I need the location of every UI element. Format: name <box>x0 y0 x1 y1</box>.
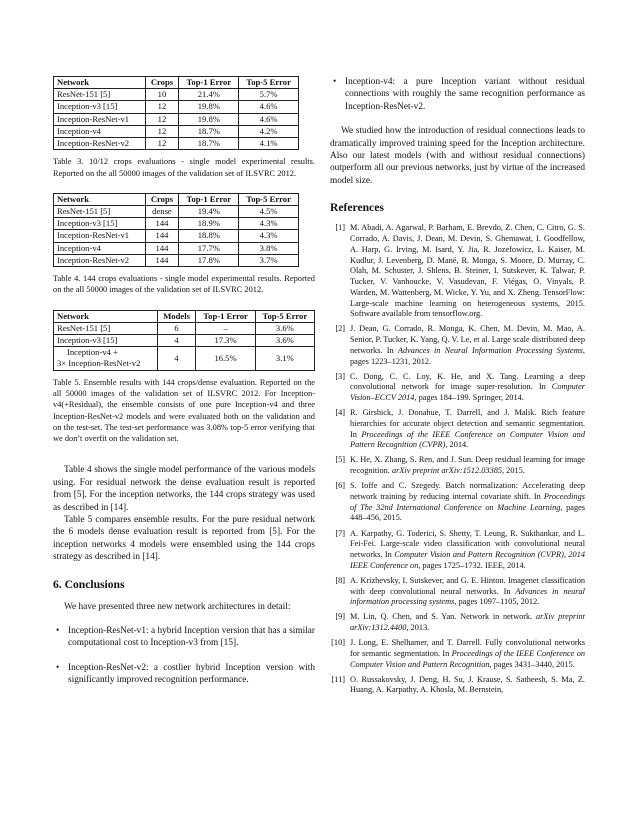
bullet-icon: • <box>56 626 60 637</box>
reference-number: [10] <box>331 638 345 648</box>
table-row <box>54 242 299 254</box>
cell-top5: 4.5% <box>239 206 299 218</box>
reference-item <box>330 638 585 670</box>
cell-top1: 17.3% <box>196 335 255 347</box>
table-row <box>54 230 299 242</box>
reference-item <box>330 324 585 367</box>
table-row <box>54 206 299 218</box>
reference-item <box>330 576 585 608</box>
table-row <box>54 125 299 137</box>
cell-network: ResNet-151 [5] <box>54 206 146 218</box>
table-row <box>54 218 299 230</box>
bullet-icon: • <box>333 77 337 87</box>
cell-top1: 17.7% <box>179 242 239 254</box>
cell-crops: 144 <box>145 230 179 242</box>
reference-number: [7] <box>335 528 345 538</box>
reference-text: A. Krizhevsky, I. Sutskever, and G. E. Hinton. Imagenet classification with deep convolutional neural networks. In <box>350 575 585 596</box>
body-paragraph: Table 5 compares ensemble results. For the pure residual network the 6 models dense evaluation result is reported from [5]. For the inception networks 4 models were ensembled using the 144 crops strategy as described in [14]. <box>53 515 315 563</box>
reference-number: [2] <box>335 324 345 334</box>
cell-network: Inception-v3 [15] <box>54 101 146 113</box>
conclusions-intro: We have presented three new network architectures in detail: <box>64 601 291 612</box>
reference-venue: Proceedings of the IEEE Conference on Computer Vision and Pattern Recognition <box>350 648 586 669</box>
cell-network: Inception-ResNet-v2 <box>54 138 146 150</box>
table-row <box>54 101 299 113</box>
cell-crops: 144 <box>145 254 179 266</box>
table-header-row <box>54 77 299 89</box>
cell-crops: 144 <box>145 242 179 254</box>
left-column <box>53 76 315 687</box>
cell-top5: 5.7% <box>239 89 299 101</box>
reference-venue: Computer Vision–ECCV 2014 <box>350 382 585 403</box>
cell-top1: 19.8% <box>179 113 239 125</box>
table-5 <box>53 310 315 371</box>
table-4-caption: Table 4. 144 crops evaluations - single model experimental results. Reported on the all 50000 images of the validation set of ILSVRC 2012. <box>53 274 315 295</box>
reference-text: J. Dean, G. Corrado, R. Monga, K. Chen, M. Devin, M. Mao, A. Senior, P. Tucker, K. Yang, Q. V. Le, et al. Large scale distributed deep networks. In <box>350 324 585 355</box>
cell-network: Inception-v4 <box>54 125 146 137</box>
cell-network: Inception-v3 [15] <box>54 335 158 347</box>
cell-top5: 4.1% <box>239 138 299 150</box>
reference-tail: , 2015. <box>502 466 525 476</box>
reference-text: C. Dong, C. C. Loy, K. He, and X. Tang. Learning a deep convolutional network for image super-resolution. In <box>350 371 585 392</box>
table-header-row <box>54 310 315 322</box>
cell-top5: 4.6% <box>239 101 299 113</box>
cell-network: Inception-ResNet-v1 <box>54 230 146 242</box>
reference-number: [11] <box>331 674 345 684</box>
reference-item <box>330 408 585 451</box>
table-row <box>54 89 299 101</box>
list-item-text: Inception-v4: a pure Inception variant without residual connections with roughly the same recognition performance as Inception-ResNet-v2. <box>345 77 585 112</box>
conclusions-closing: We studied how the introduction of residual connections leads to dramatically improved training speed for the Inception architecture. Also our latest models (with and without residual connections) outperform all our previous networks, just by virtue of the increased model size. <box>330 126 585 186</box>
cell-models: 4 <box>157 335 196 347</box>
table-row-ensemble <box>54 347 315 370</box>
table-row <box>54 335 315 347</box>
bullet-icon: • <box>56 662 60 673</box>
conclusions-list-continued <box>330 76 585 113</box>
reference-number: [3] <box>335 371 345 381</box>
cell-top1: 19.8% <box>179 101 239 113</box>
cell-network-ensemble <box>54 347 158 370</box>
cell-network: Inception-ResNet-v1 <box>54 113 146 125</box>
cell-network: Inception-v4 <box>54 242 146 254</box>
reference-venue: arXiv preprint arXiv:1312.4400 <box>350 612 585 633</box>
table-header-row <box>54 193 299 205</box>
cell-network: Inception-v3 [15] <box>54 218 146 230</box>
header-top5: Top-5 Error <box>239 193 299 205</box>
reference-tail: , 2013. <box>406 623 430 633</box>
reference-tail: , pages 448–456, 2015. <box>350 502 586 523</box>
cell-top5: 3.1% <box>255 347 314 370</box>
reference-item <box>330 529 585 572</box>
cell-top5: 4.6% <box>239 113 299 125</box>
cell-top5: 3.6% <box>255 335 314 347</box>
reference-tail: , pages 1097–1105, 2012. <box>454 597 540 607</box>
reference-number: [4] <box>335 408 345 418</box>
header-top1: Top-1 Error <box>179 77 239 89</box>
reference-number: [5] <box>335 455 345 465</box>
reference-number: [1] <box>335 223 345 233</box>
reference-venue: Advances in Neural Information Processing Systems <box>397 345 583 355</box>
cell-top1: 18.8% <box>179 230 239 242</box>
table-row <box>54 113 299 125</box>
reference-tail: , pages 3431–3440, 2015. <box>489 659 575 669</box>
cell-crops: 12 <box>145 138 179 150</box>
cell-top1: 21.4% <box>179 89 239 101</box>
cell-crops: 12 <box>145 125 179 137</box>
header-top5: Top-5 Error <box>255 310 314 322</box>
header-network: Network <box>54 77 146 89</box>
header-network: Network <box>54 310 158 322</box>
table-row <box>54 322 315 334</box>
table-row <box>54 138 299 150</box>
reference-text: R. Girshick, J. Donahue, T. Darrell, and J. Malik. Rich feature hierarchies for accurate object detection and semantic segmentation. In <box>350 408 585 439</box>
cell-top1: 18.9% <box>179 218 239 230</box>
cell-top1: 19.4% <box>179 206 239 218</box>
reference-item <box>330 481 585 524</box>
cell-models: 6 <box>157 322 196 334</box>
header-top1: Top-1 Error <box>196 310 255 322</box>
reference-tail: , pages 1725–1732. IEEE, 2014. <box>418 560 526 570</box>
cell-top1: 18.7% <box>179 138 239 150</box>
reference-number: [8] <box>335 575 345 585</box>
conclusions-list <box>53 625 315 687</box>
cell-top1: 18.7% <box>179 125 239 137</box>
header-top1: Top-1 Error <box>179 193 239 205</box>
header-crops: Crops <box>145 77 179 89</box>
reference-item <box>330 675 585 697</box>
reference-venue: Proceedings of The 32nd International Conference on Machine Learning <box>350 491 585 512</box>
cell-crops: 12 <box>145 101 179 113</box>
references-list <box>330 223 585 696</box>
reference-text: S. Ioffe and C. Szegedy. Batch normalization: Accelerating deep network training by reducing internal covariate shift. In <box>350 481 585 501</box>
cell-top5: 4.2% <box>239 125 299 137</box>
cell-top5: 3.8% <box>239 242 299 254</box>
reference-item <box>330 612 585 634</box>
reference-number: [6] <box>335 481 345 491</box>
cell-top1: 17.8% <box>179 254 239 266</box>
cell-network: ResNet-151 [5] <box>54 322 158 334</box>
cell-models: 4 <box>157 347 196 370</box>
reference-tail: , 2014. <box>445 440 469 450</box>
list-item <box>53 662 315 687</box>
reference-item <box>330 223 585 320</box>
reference-text: J. Long, E. Shelhamer, and T. Darrell. Fully convolutional networks for semantic segmentation. In <box>350 638 585 658</box>
cell-top1: – <box>196 322 255 334</box>
cell-crops: 10 <box>145 89 179 101</box>
list-item-text: Inception-ResNet-v2: a costlier hybrid Inception version with significantly improved recognition performance. <box>68 662 315 686</box>
reference-item <box>330 372 585 404</box>
right-column <box>330 76 585 701</box>
header-models: Models <box>157 310 196 322</box>
list-item <box>53 625 315 650</box>
reference-item <box>330 455 585 477</box>
cell-crops: dense <box>145 206 179 218</box>
table-5-caption: Table 5. Ensemble results with 144 crops/dense evaluation. Reported on the all 50000 images of the validation set of ILSVRC 2012. For Inception-v4(+Residual), the ensemble consists of one pure Inception-v4 and three Inception-ResNet-v2 models and were evaluated both on the validation and on the test-set. The test-set performance was 3.08% top-5 error verifying that we don’t overfit on the validation set. <box>53 377 315 444</box>
header-top5: Top-5 Error <box>239 77 299 89</box>
header-crops: Crops <box>145 193 179 205</box>
reference-venue: Proceedings of the IEEE Conference on Computer Vision and Pattern Recognition (CVPR) <box>350 429 585 450</box>
cell-crops: 12 <box>145 113 179 125</box>
reference-venue: Computer Vision and Pattern Recognition (CVPR), 2014 IEEE Conference on <box>350 550 585 570</box>
reference-text: K. He, X. Zhang, S. Ren, and J. Sun. Deep residual learning for image recognition. <box>350 455 585 476</box>
reference-number: [9] <box>335 612 345 622</box>
reference-text: M. Abadi, A. Agarwal, P. Barham, E. Brevdo, Z. Chen, C. Citro, G. S. Corrado, A. Davis, J. Dean, M. Devin, S. Ghemawat, I. Goodfellow, A. Harp, G. Irving, M. Isard, Y. Jia, R. Jozefowicz, L. Kaiser, M. Kudlur, J. Levenberg, D. Mané, R. Monga, S. Moore, D. Murray, C. Olah, M. Schuster, J. Shlens, B. Steiner, I. Sutskever, K. Talwar, P. Tucker, V. Vanhoucke, V. Vasudevan, F. Viégas, O. Vinyals, P. Warden, M. Wattenberg, M. Wicke, Y. Yu, and X. Zheng. TensorFlow: Large-scale machine learning on heterogeneous systems, 2015. Software available from tensorflow.org. <box>350 223 585 319</box>
cell-network: Inception-ResNet-v2 <box>54 254 146 266</box>
cell-top1: 16.5% <box>196 347 255 370</box>
cell-network: ResNet-151 [5] <box>54 89 146 101</box>
table-3 <box>53 76 299 150</box>
list-item <box>330 76 585 113</box>
reference-tail: , pages 1223–1231, 2012. <box>350 345 585 366</box>
cell-top5: 4.3% <box>239 230 299 242</box>
reference-tail: , pages 184–199. Springer, 2014. <box>414 393 524 403</box>
cell-top5: 3.6% <box>255 322 314 334</box>
ensemble-line-1: Inception-v4 + <box>67 347 118 358</box>
reference-venue: arXiv preprint arXiv:1512.03385 <box>391 466 503 476</box>
ensemble-line-2: 3× Inception-ResNet-v2 <box>57 358 141 369</box>
body-paragraph: Table 4 shows the single model performance of the various models using. For residual network the dense evaluation result is reported from [5]. For the inception networks, the 144 crops strategy was used as described in [14]. <box>53 465 315 513</box>
header-network: Network <box>54 193 146 205</box>
reference-text: O. Russakovsky, J. Deng, H. Su, J. Krause, S. Satheesh, S. Ma, Z. Huang, A. Karpathy, A. Khosla, M. Bernstein, <box>350 674 585 695</box>
table-row <box>54 254 299 266</box>
reference-venue: Advances in neural information processing systems <box>350 586 585 607</box>
cell-top5: 4.3% <box>239 218 299 230</box>
reference-text: M. Lin, Q. Chen, and S. Yan. Network in network. <box>350 612 536 622</box>
table-4 <box>53 193 299 267</box>
list-item-text: Inception-ResNet-v1: a hybrid Inception version that has a similar computational cost to Inception-v3 from [15]. <box>68 626 315 649</box>
conclusions-heading: 6. Conclusions <box>53 577 125 591</box>
cell-crops: 144 <box>145 218 179 230</box>
table-3-caption: Table 3. 10/12 crops evaluations - single model experimental results. Reported on the all 50000 images of the validation set of ILSVRC 2012. <box>53 157 315 178</box>
references-heading: References <box>330 201 384 215</box>
reference-text: A. Karpathy, G. Toderici, S. Shetty, T. Leung, R. Sukthankar, and L. Fei-Fei. Large-scale video classification with convolutional neural networks. In <box>350 528 585 560</box>
cell-top5: 3.7% <box>239 254 299 266</box>
